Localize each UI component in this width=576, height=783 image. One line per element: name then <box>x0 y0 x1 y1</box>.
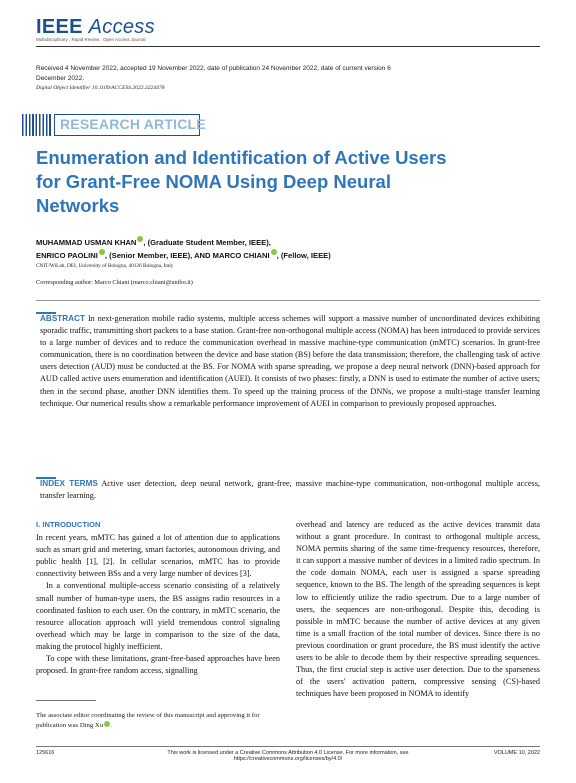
paragraph: In a conventional multiple-access scenario consisting of a relatively small number of human-type users, the BS assigns radio resources in a coordinated fashion to each user. On the contrary, in mMTC scenario, the resource allocation approach will yield tremendous control signaling overhead which may be large in comparison to the size of the data, making the protocol highly inefficient. <box>36 581 280 651</box>
abstract-label: ABSTRACT <box>40 314 86 323</box>
abstract-text: In next-generation mobile radio systems, multiple access schemes will support a massive number of uncoordinated devices exhibiting sporadic traffic, transmitting short packets to a base station. Grant-free non-orthogonal multiple access (NOMA) has been introduced to provide services to a large number of devices and to reduce the communication overhead in massive machine-type communication (mMTC) scenarios. In grant-free communication, there is no coordination between the device and base station (BS) before the data transmission; therefore, the challenging task of active users detection (AUD) must be conducted at the BS. For NOMA with sparse spreading, we propose a deep neural network (DNN)-based approach for AUD called active users enumeration and identification (AUEI). It consists of two phases: firstly, a DNN is used to estimate the number of active users; then in the second phase, another DNN identifies them. To speed up the training process of the DNNs, we propose a multi-stage transfer learning technique. Our numerical results show a remarkable performance improvement of AUEI in comparison to previously proposed approaches. <box>40 314 540 408</box>
footnote-text: The associate editor coordinating the review of this manuscript and approving it for publication was Ding Xu <box>36 712 260 729</box>
index-terms-text: Active user detection, deep neural network, grant-free, massive machine-type communication, non-orthogonal multiple access, transfer learning. <box>40 479 540 501</box>
paper-title: Enumeration and Identification of Active Users for Grant-Free NOMA Using Deep Neural Networks <box>36 147 447 216</box>
doi[interactable]: Digital Object Identifier 10.1109/ACCESS.2022.3224478 <box>36 85 165 91</box>
author-name: ENRICO PAOLINI <box>36 251 98 260</box>
license-notice[interactable]: This work is licensed under a Creative Commons Attribution 4.0 License. For more information, see https://creativecommons.org/licenses/by/4.0/ <box>167 750 409 762</box>
paragraph: To cope with these limitations, grant-free-based approaches have been proposed. In grant-free random access, signalling <box>36 654 280 676</box>
corresponding-author: Corresponding author: Marco Chiani (marco.chiani@unibo.it) <box>36 279 193 286</box>
publication-dates: Received 4 November 2022, accepted 19 November 2022, date of publication 24 November 2022, date of current version 6 December 2022. <box>36 65 391 82</box>
footer-rule <box>36 746 540 747</box>
section-heading: I. INTRODUCTION <box>36 520 101 529</box>
author-list <box>36 236 466 262</box>
orcid-icon[interactable] <box>104 721 110 727</box>
abstract <box>40 313 540 410</box>
left-column <box>36 519 280 677</box>
logo-tagline: Multidisciplinary : Rapid Review : Open Access Journal <box>36 37 146 42</box>
header-rule <box>36 46 540 47</box>
author-affix: , (Graduate Student Member, IEEE), <box>143 238 271 247</box>
right-column <box>296 519 540 700</box>
article-type: RESEARCH ARTICLE <box>60 116 206 132</box>
footnote-rule <box>36 700 96 701</box>
author-affix: , (Senior Member, IEEE), AND MARCO CHIANI <box>104 251 270 260</box>
abstract-divider <box>36 300 540 301</box>
page-number: 125616 <box>36 750 55 756</box>
paragraph: In recent years, mMTC has gained a lot of attention due to applications such as smart grid and metering, smart factories, autonomous driving, and public health [1], [2]. In cellular scenarios, mMTC has to provide connectivity between BSs and a very large number of devices [3]. <box>36 533 280 579</box>
volume: VOLUME 10, 2022 <box>493 750 540 756</box>
logo-primary: IEEE <box>36 16 83 38</box>
index-terms-label: INDEX TERMS <box>40 479 98 488</box>
author-affix: , (Fellow, IEEE) <box>276 251 331 260</box>
banner-stripes-icon <box>22 114 52 136</box>
footnote: The associate editor coordinating the review of this manuscript and approving it for publication was Ding Xu . <box>36 712 260 729</box>
paragraph: overhead and latency are reduced as the active devices transmit data without a grant procedure. In contrast to orthogonal multiple access, NOMA permits sharing of the same time-frequency resources, therefore, it can support a massive number of devices in a limited radio spectrum. In the code domain NOMA, each user is assigned a sparse spreading sequence, known to the BS. The length of the spreading sequences is kept low to efficiently utilize the radio spectrum. Due to a large number of users, the sequences are non-orthogonal. Despite this, decoding is possible in mMTC because the number of active devices at any given time is a small fraction of the total number of devices. Since there is no previous coordination or grant procedure, the BS must identify the active users to be able to decode them by their respective spreading sequences. Thus, the first crucial step is active user detection. Due to the sparseness of the users' activation pattern, compressive sensing (CS)-based techniques have been proposed in NOMA to identify <box>296 520 540 699</box>
index-terms <box>40 478 540 502</box>
affiliation: CNIT/WiLab, DEI, University of Bologna, 40126 Bologna, Italy <box>36 263 174 269</box>
journal-logo <box>36 16 155 39</box>
logo-secondary: Access <box>88 16 155 38</box>
author-name: MUHAMMAD USMAN KHAN <box>36 238 137 247</box>
